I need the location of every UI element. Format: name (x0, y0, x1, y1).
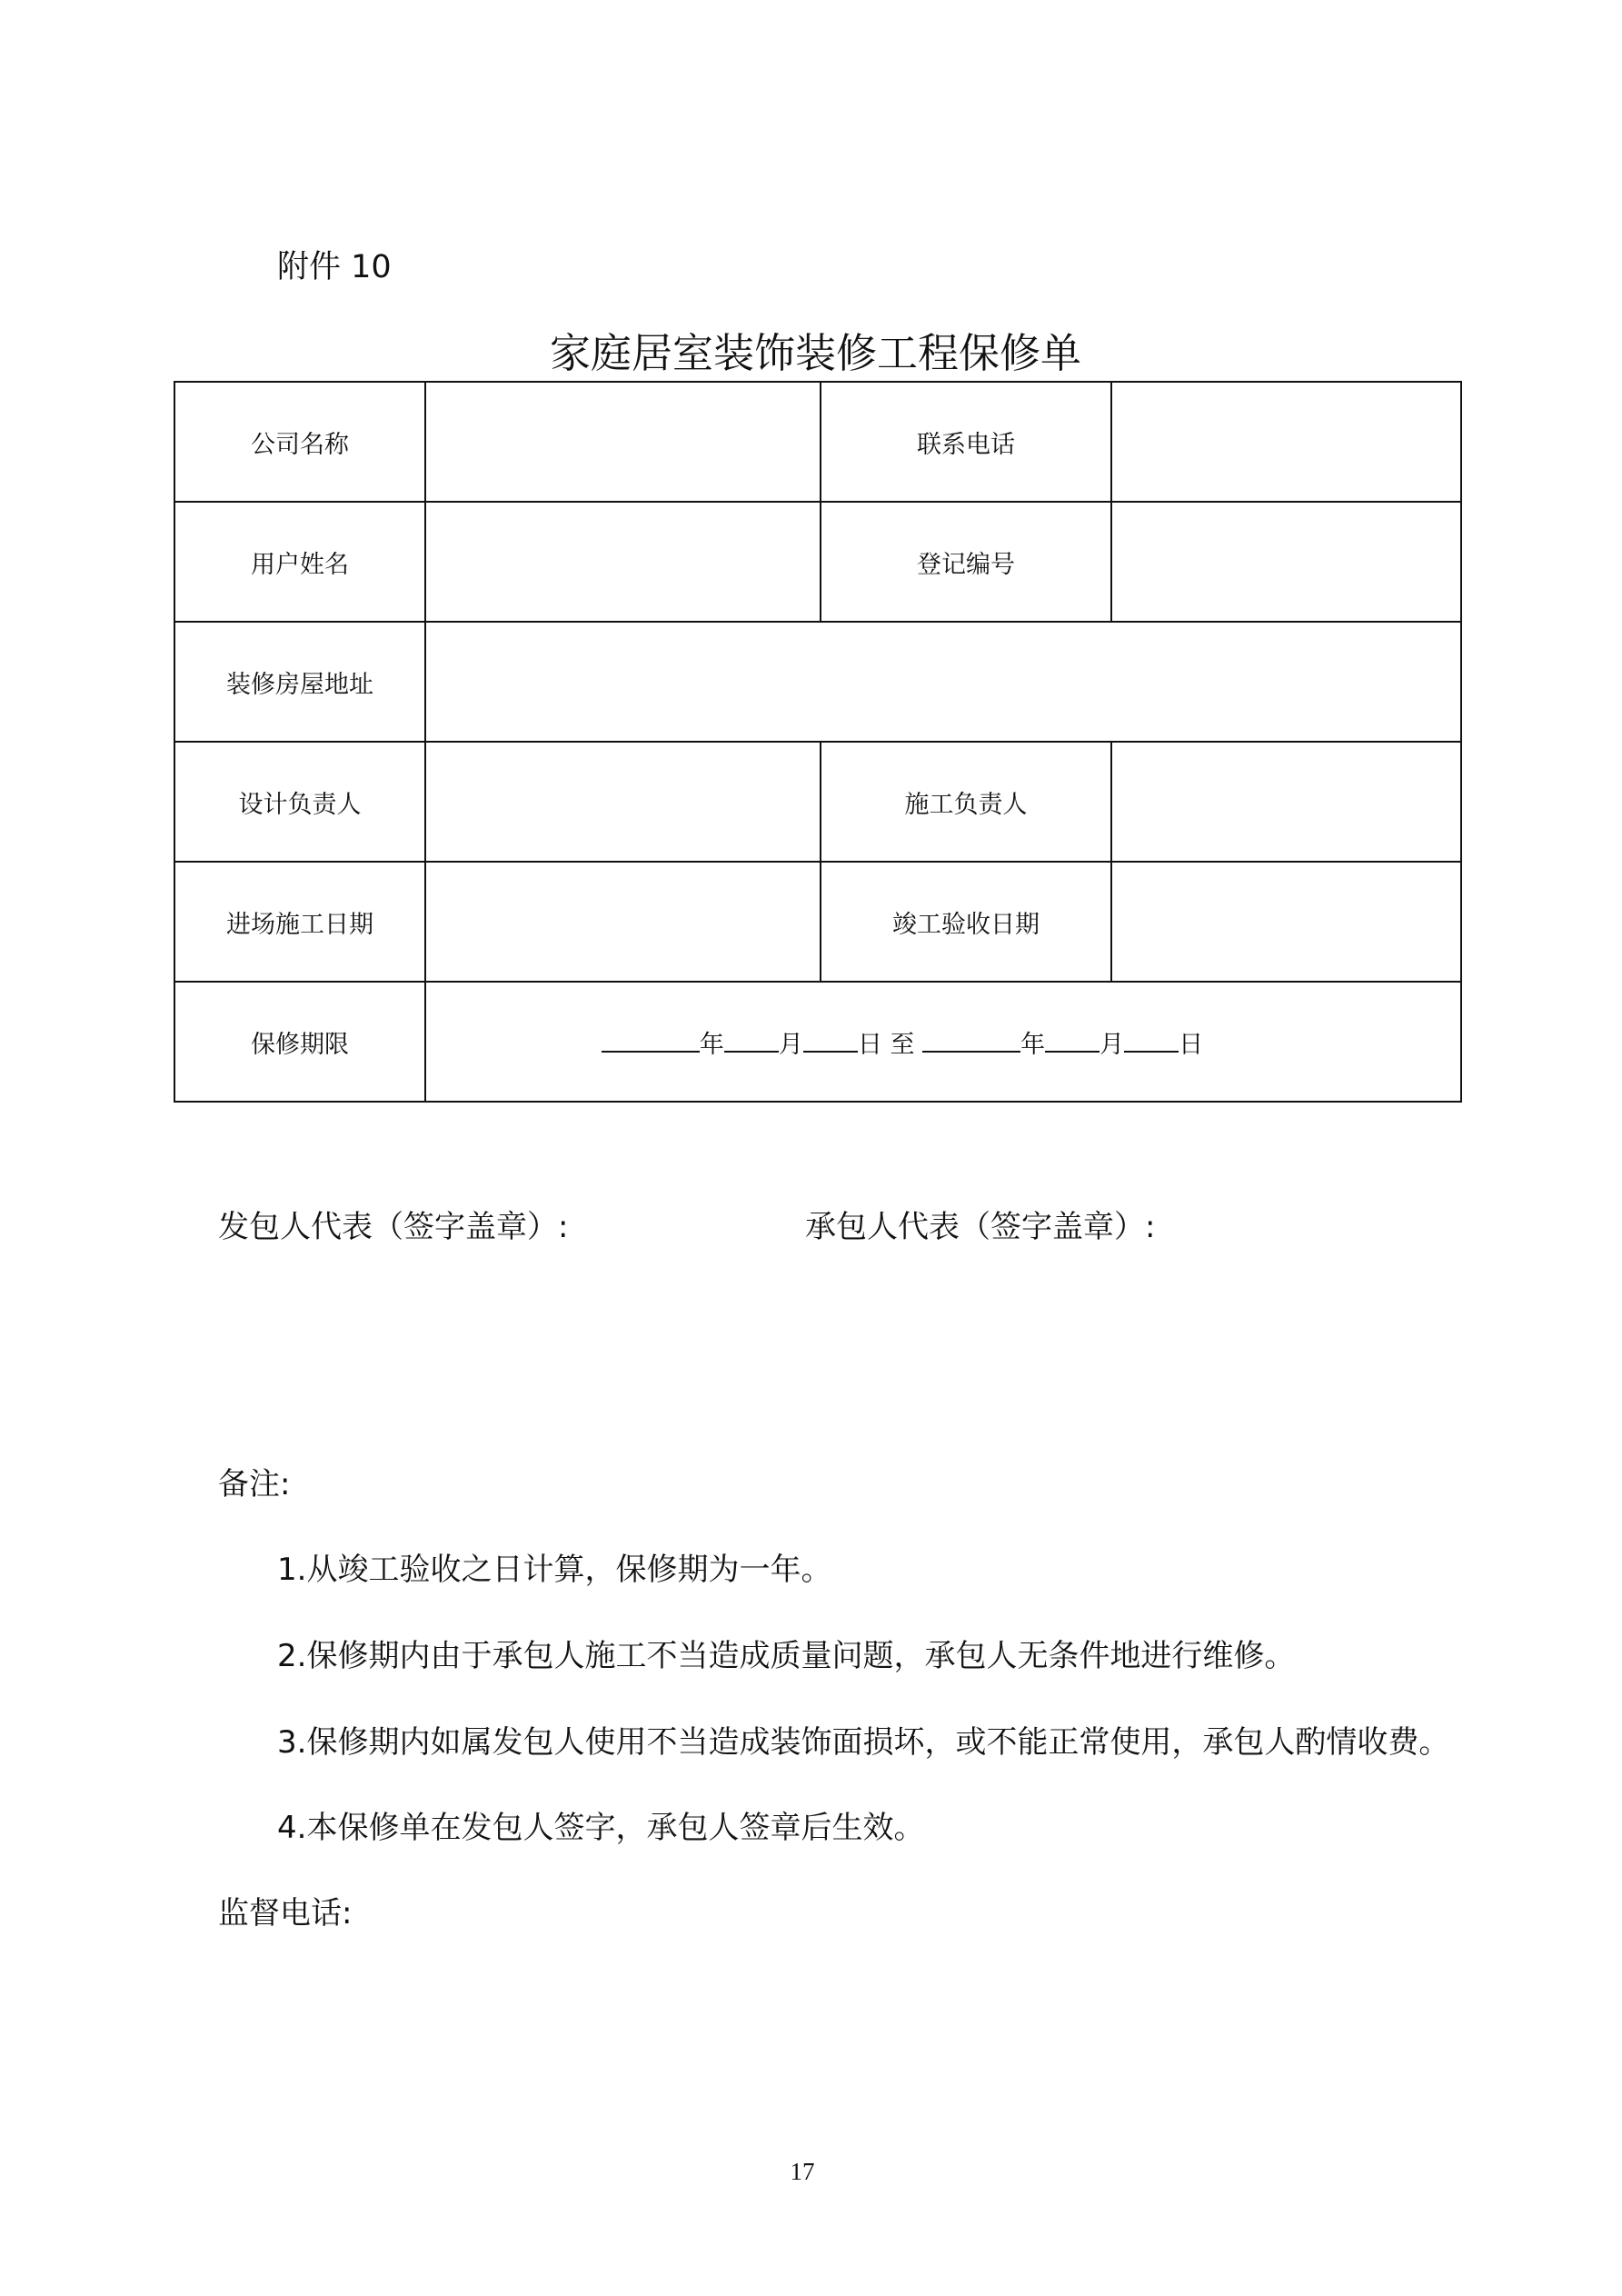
builder-field[interactable] (1111, 742, 1461, 862)
note-item: 3.保修期内如属发包人使用不当造成装饰面损坏，或不能正常使用，承包人酌情收费。 (277, 1724, 1450, 1761)
start-year-blank[interactable] (602, 1023, 700, 1053)
start-month-blank[interactable] (724, 1023, 779, 1053)
label-company-name: 公司名称 (174, 382, 425, 502)
designer-field[interactable] (425, 742, 821, 862)
label-accept-date: 竣工验收日期 (821, 862, 1111, 982)
label-designer: 设计负责人 (174, 742, 425, 862)
note-item: 1.从竣工验收之日计算，保修期为一年。 (277, 1552, 832, 1588)
label-user-name: 用户姓名 (174, 502, 425, 622)
table-row (174, 622, 1461, 742)
table-row (174, 982, 1461, 1102)
to-label: 至 (890, 1031, 915, 1059)
day-unit: 日 (857, 1031, 882, 1059)
user-name-field[interactable] (425, 502, 821, 622)
label-builder: 施工负责人 (821, 742, 1111, 862)
contractor-signature-label: 承包人代表（签字盖章）: (805, 1209, 1156, 1245)
warranty-period-field[interactable] (425, 982, 1461, 1102)
label-warranty-period: 保修期限 (174, 982, 425, 1102)
warranty-form-table (174, 381, 1462, 1103)
end-year-blank[interactable] (922, 1023, 1020, 1053)
month-unit: 月 (778, 1031, 803, 1059)
table-row (174, 502, 1461, 622)
table-row (174, 742, 1461, 862)
note-item: 4.本保修单在发包人签字，承包人签章后生效。 (277, 1810, 925, 1846)
employer-signature-label: 发包人代表（签字盖章）: (218, 1209, 569, 1245)
company-name-field[interactable] (425, 382, 821, 502)
table-row (174, 382, 1461, 502)
label-phone: 联系电话 (821, 382, 1111, 502)
month-unit: 月 (1100, 1031, 1125, 1059)
day-unit: 日 (1179, 1031, 1204, 1059)
notes-heading: 备注: (218, 1466, 291, 1502)
year-unit: 年 (699, 1031, 724, 1059)
address-field[interactable] (425, 622, 1461, 742)
reg-no-field[interactable] (1111, 502, 1461, 622)
page-number: 17 (790, 2158, 815, 2185)
table-row (174, 862, 1461, 982)
accept-date-field[interactable] (1111, 862, 1461, 982)
supervision-phone-label: 监督电话: (218, 1895, 353, 1932)
year-unit: 年 (1020, 1031, 1046, 1059)
note-item: 2.保修期内由于承包人施工不当造成质量问题，承包人无条件地进行维修。 (277, 1638, 1296, 1674)
attachment-label: 附件 10 (277, 249, 392, 285)
page-title: 家庭居室装饰装修工程保修单 (549, 329, 1081, 377)
label-reg-no: 登记编号 (821, 502, 1111, 622)
start-day-blank[interactable] (803, 1023, 858, 1053)
label-address: 装修房屋地址 (174, 622, 425, 742)
end-day-blank[interactable] (1124, 1023, 1179, 1053)
start-date-field[interactable] (425, 862, 821, 982)
phone-field[interactable] (1111, 382, 1461, 502)
label-start-date: 进场施工日期 (174, 862, 425, 982)
end-month-blank[interactable] (1045, 1023, 1100, 1053)
